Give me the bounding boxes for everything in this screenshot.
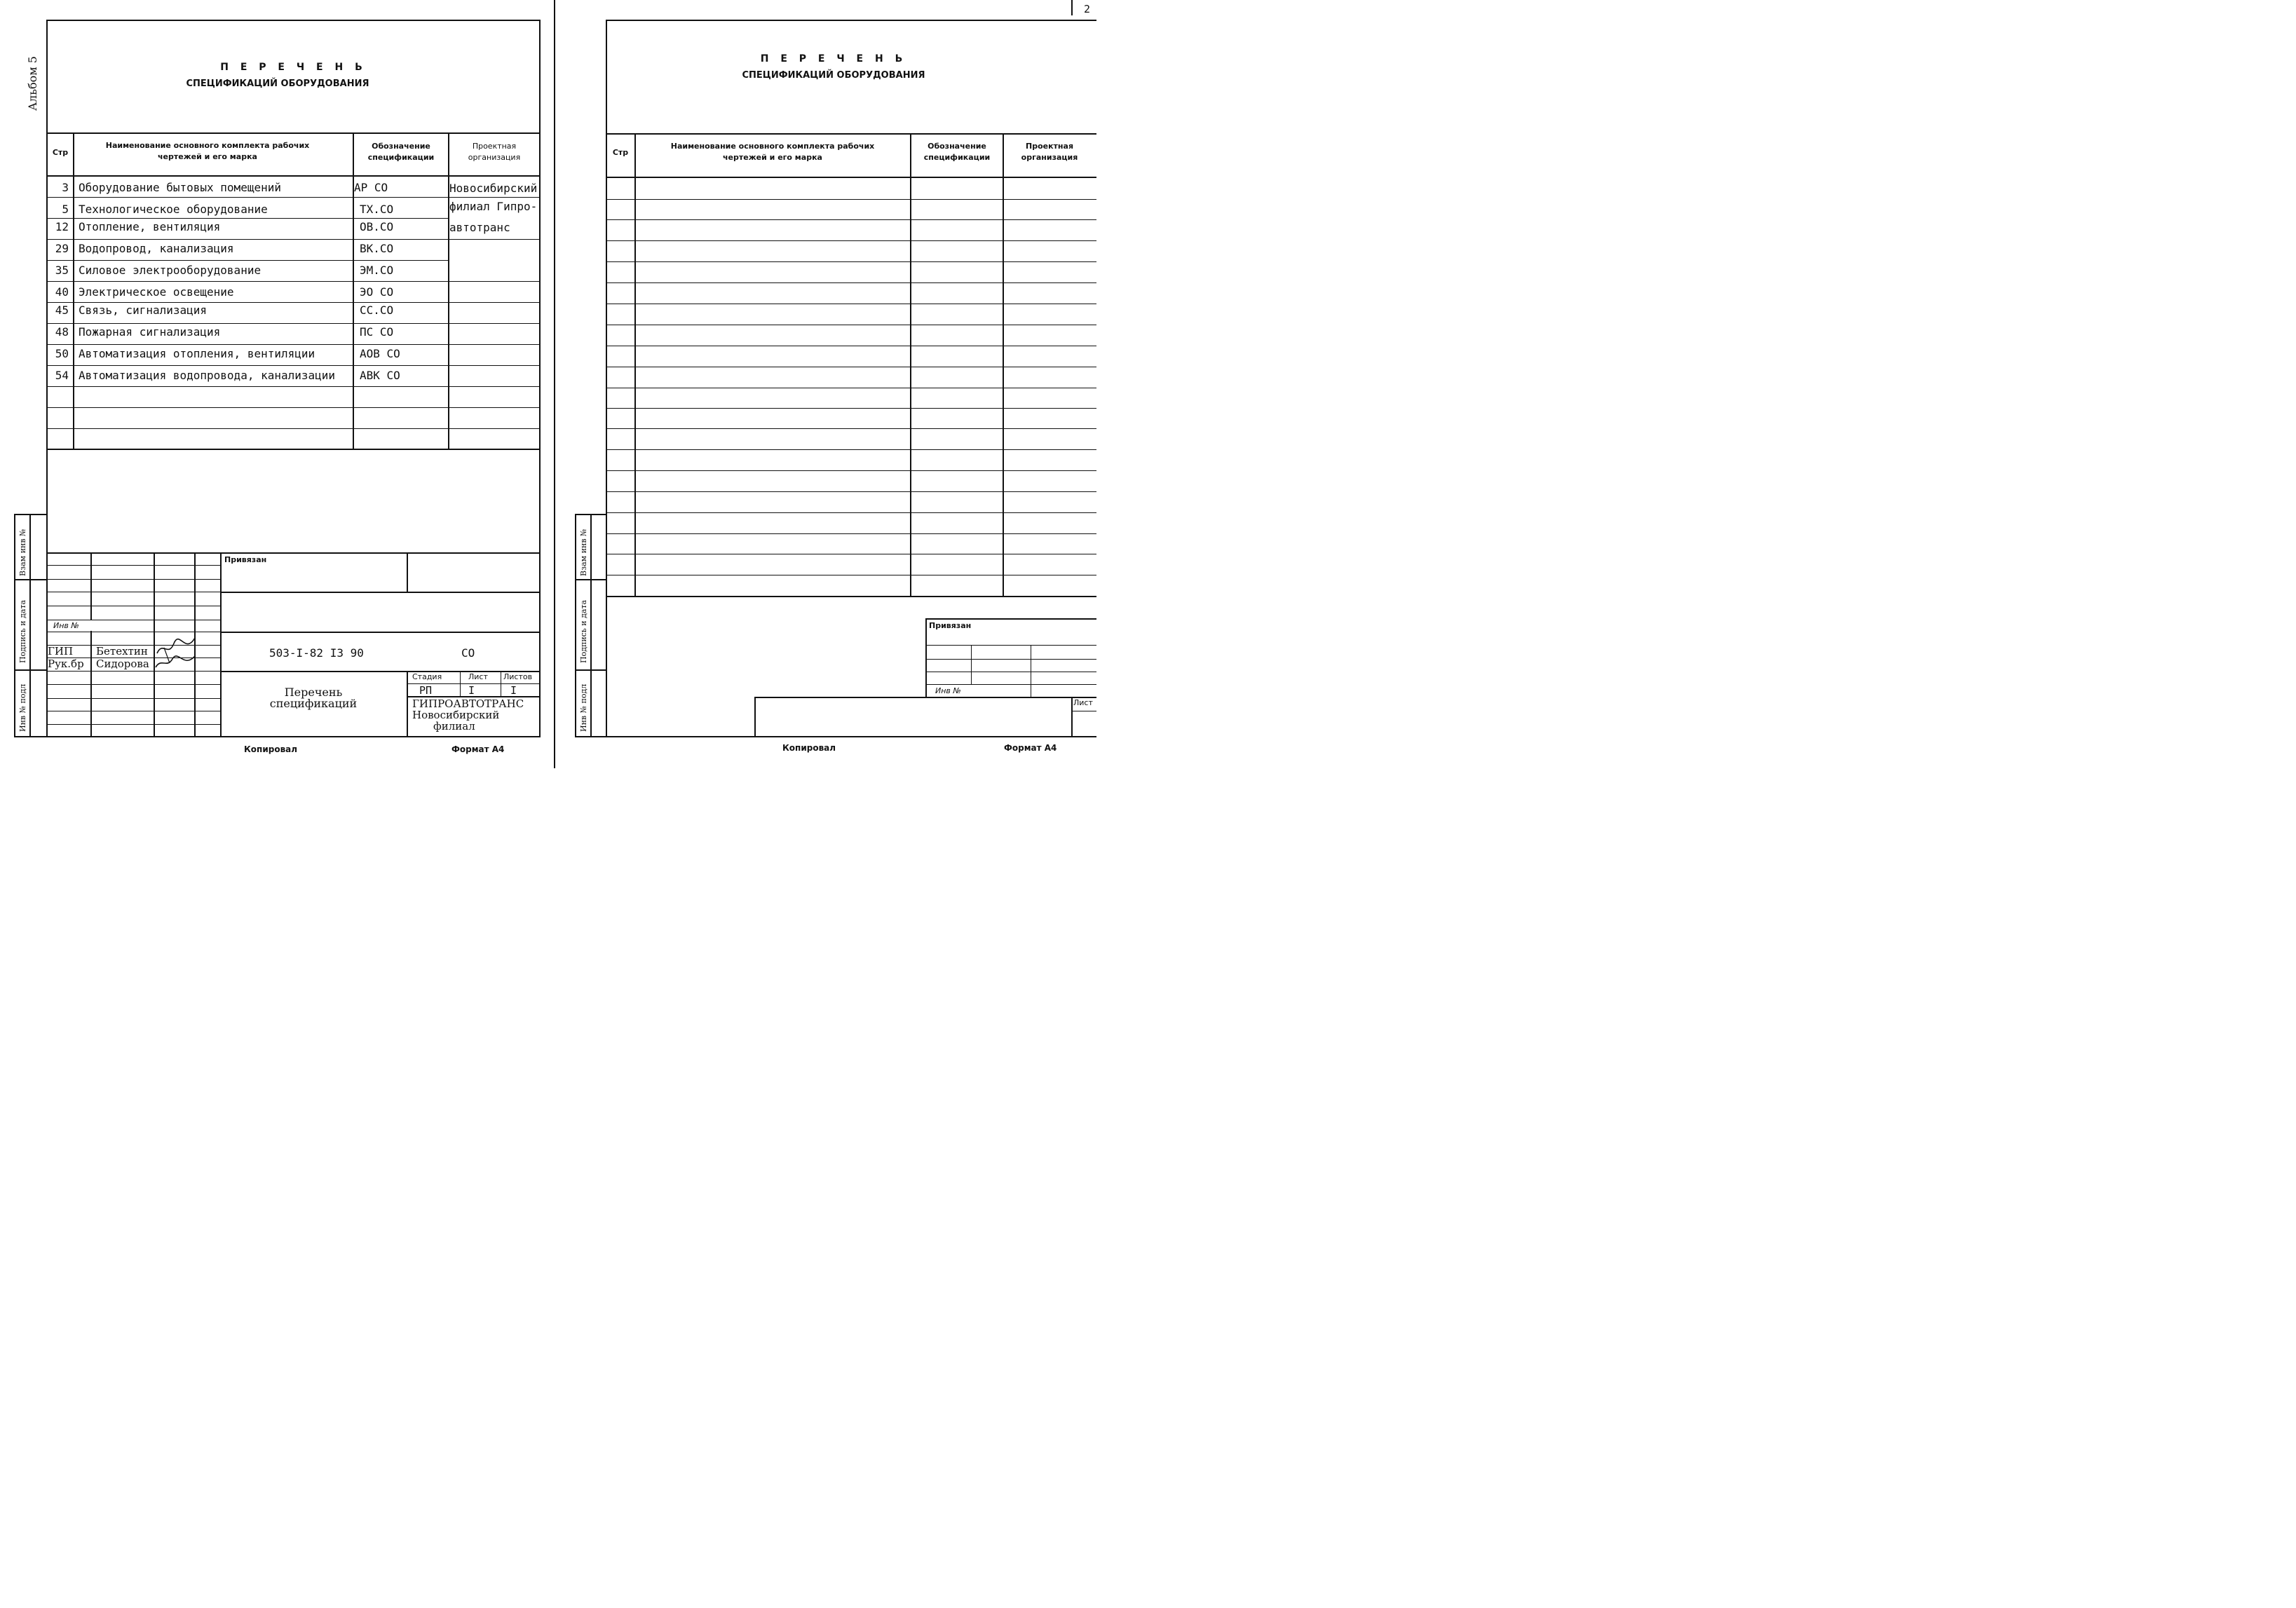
left-stamp-inv-no: Инв № xyxy=(53,621,79,630)
left-col-page-header: Стр xyxy=(52,148,69,157)
left-footer-copied: Копировал xyxy=(244,744,298,754)
left-col-org-header: Проектная организация xyxy=(468,142,521,162)
left-stamp-stage: РП xyxy=(419,684,433,697)
left-stamp-sheet: I xyxy=(468,684,475,697)
left-stamp-doc-mark: СО xyxy=(461,646,475,660)
signature-icon xyxy=(154,634,198,670)
left-stamp-gip-role: ГИП xyxy=(48,645,74,657)
left-stamp-sheets: I xyxy=(510,684,517,697)
left-col-code-header: Обозначение спецификации xyxy=(367,142,435,162)
left-stamp-ruk-role: Рук.бр xyxy=(48,657,84,670)
right-col-name-header: Наименование основного комплекта рабочих чертежей и его марка xyxy=(670,142,875,162)
right-stamp-list: Лист xyxy=(1073,698,1093,707)
right-col-page-header: Стр xyxy=(612,148,629,157)
left-footer-format: Формат А4 xyxy=(451,744,505,754)
left-stamp-gip-name: Бетехтин xyxy=(96,645,148,657)
right-footer-format: Формат А4 xyxy=(1004,743,1057,753)
right-stamp-privyazan: Привязан xyxy=(929,621,972,630)
left-stamp-stage-label: Стадия xyxy=(412,672,442,681)
right-col-code-header: Обозначение спецификации xyxy=(923,142,991,162)
left-title: П Е Р Е Ч Е Н Ь xyxy=(220,62,367,73)
right-side-inv: Инв № подл xyxy=(579,683,588,732)
left-stamp-sheets-label: Листов xyxy=(503,672,533,681)
right-col-org-header: Проектная организация xyxy=(1021,142,1078,162)
left-stamp-doc-code: 503-I-82 I3 90 xyxy=(269,646,364,660)
right-side-podpis: Подпись и дата xyxy=(579,599,588,663)
right-side-vzam: Взам инв № xyxy=(579,529,588,576)
left-side-vzam: Взам инв № xyxy=(18,529,27,576)
left-subtitle: СПЕЦИФИКАЦИЙ ОБОРУДОВАНИЯ xyxy=(186,79,369,89)
left-stamp-doc-title: Перечень спецификаций xyxy=(269,686,358,710)
left-col-name-header: Наименование основного комплекта рабочих чертежей и его марка xyxy=(105,141,310,161)
left-stamp-org: ГИПРОАВТОТРАНС Новосибирский филиал xyxy=(412,697,524,733)
left-stamp-privyazan: Привязан xyxy=(224,555,267,564)
left-stamp-ruk-name: Сидорова xyxy=(96,657,149,670)
right-footer-copied: Копировал xyxy=(782,743,836,753)
page-number: 2 xyxy=(1084,3,1091,15)
left-side-inv: Инв № подл xyxy=(18,683,27,732)
right-subtitle: СПЕЦИФИКАЦИЙ ОБОРУДОВАНИЯ xyxy=(742,70,925,81)
album-label: Альбом 5 xyxy=(26,56,39,111)
left-side-podpis: Подпись и дата xyxy=(18,599,27,663)
left-stamp-sheet-label: Лист xyxy=(468,672,488,681)
right-stamp-inv-no: Инв № xyxy=(935,686,961,695)
right-title: П Е Р Е Ч Е Н Ь xyxy=(760,53,907,64)
